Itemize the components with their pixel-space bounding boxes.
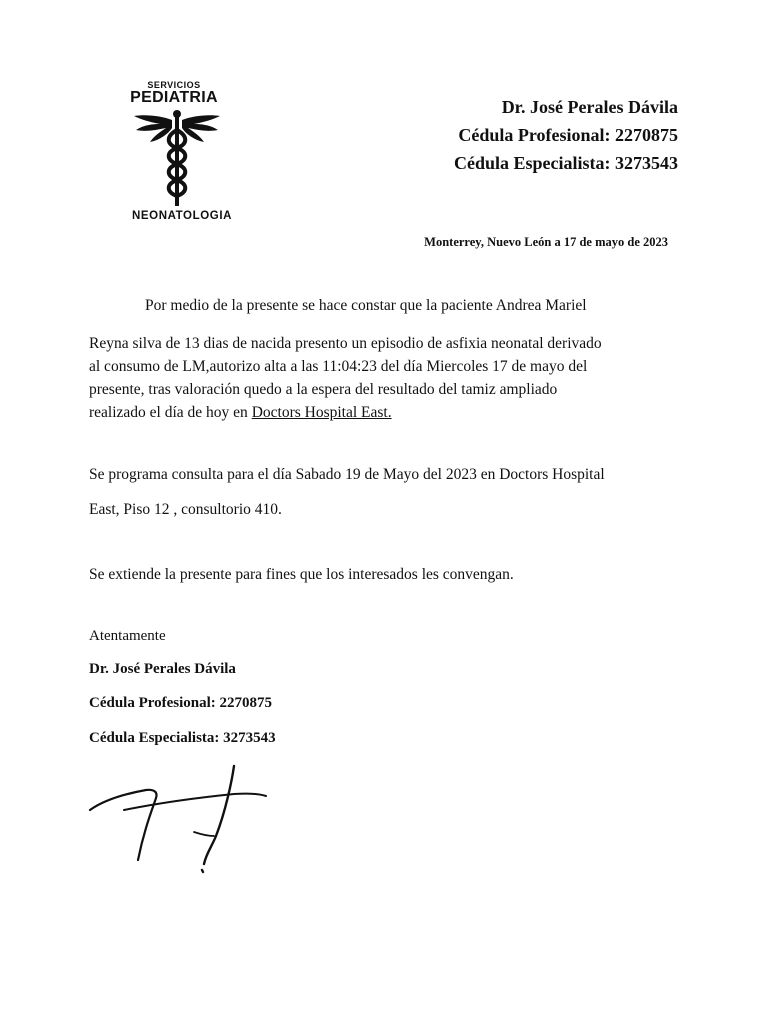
signoff-cedula-especialista: Cédula Especialista: 3273543 [89,730,276,746]
paragraph-line: al consumo de LM,autorizo alta a las 11:04:23 del día Miercoles 17 de mayo del [89,358,588,375]
signoff-cedula-profesional: Cédula Profesional: 2270875 [89,695,273,711]
logo-pediatria-text: PEDIATRIA [130,89,218,106]
header-doctor-name: Dr. José Perales Dávila [501,97,678,117]
place-date-line: Monterrey, Nuevo León a 17 de mayo de 2023 [424,235,668,249]
appointment-line-2: East, Piso 12 , consultorio 410. [89,501,282,518]
header-cedula-profesional: Cédula Profesional: 2270875 [458,125,678,145]
intro-line: Por medio de la presente se hace constar que la paciente Andrea Mariel [145,297,587,314]
paragraph-line: presente, tras valoración quedo a la espera del resultado del tamiz ampliado [89,381,558,398]
signoff-salutation: Atentamente [89,628,166,644]
caduceus-icon [132,108,222,208]
report-paragraph [89,332,602,424]
paragraph-line [89,401,602,424]
logo-servicios-text: SERVICIOS [147,80,201,90]
header-cedula-especialista: Cédula Especialista: 3273543 [453,153,678,173]
paragraph-last-line-prefix: realizado el día de hoy en [89,404,252,421]
paragraph-line: Reyna silva de 13 dias de nacida presento un episodio de asfixia neonatal derivado [89,335,602,352]
logo-neonatologia-text: NEONATOLOGIA [131,210,233,222]
appointment-line-1: Se programa consulta para el día Sabado 19 de Mayo del 2023 en Doctors Hospital [89,466,605,483]
doctor-header [454,93,678,177]
handwritten-signature [84,760,274,875]
closing-statement: Se extiende la presente para fines que los interesados les convengan. [89,566,514,583]
clinic-logo [112,78,252,228]
signoff-doctor-name: Dr. José Perales Dávila [89,661,236,677]
hospital-link[interactable]: Doctors Hospital East. [251,404,392,421]
